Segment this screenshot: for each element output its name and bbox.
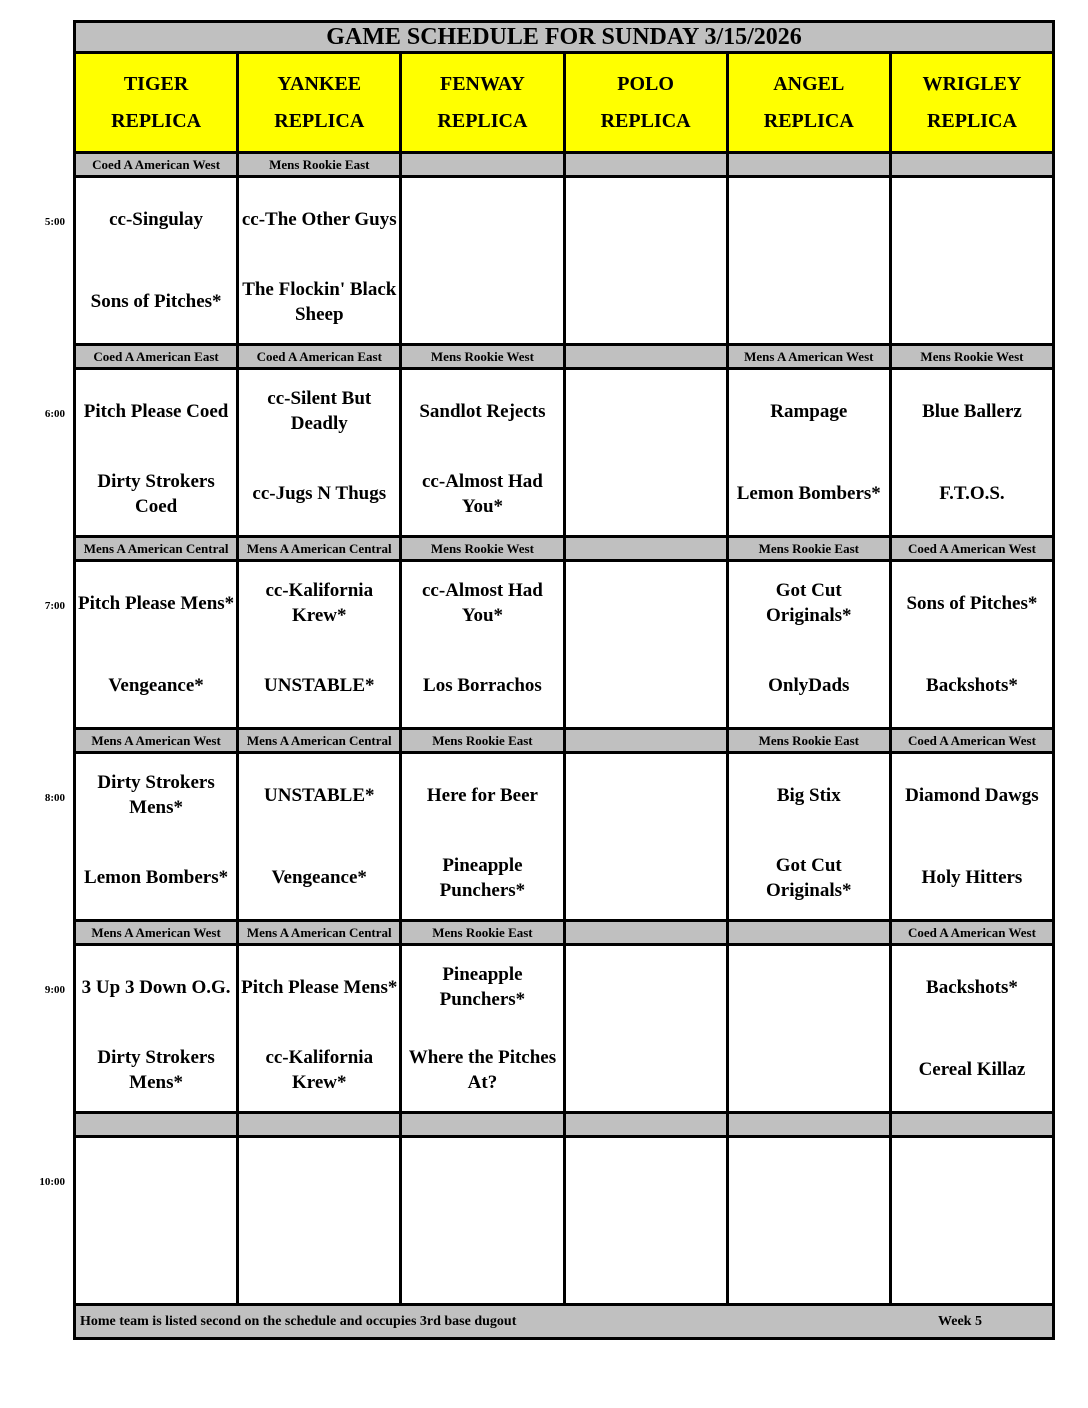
game-row [73, 946, 1055, 1114]
game-cell [76, 946, 239, 1111]
away-team: UNSTABLE* [264, 784, 375, 806]
time-slot-block [44, 538, 1055, 730]
division-row [73, 538, 1055, 562]
away-team [729, 178, 889, 261]
game-cell [892, 370, 1052, 535]
away-team: 3 Up 3 Down O.G. [81, 976, 231, 998]
division-label [566, 154, 729, 175]
division-label: Mens A American Central [239, 730, 402, 751]
game-row [73, 754, 1055, 922]
home-team [76, 1221, 236, 1304]
away-team: Pineapple Punchers* [439, 964, 526, 1011]
division-label [892, 1114, 1052, 1135]
away-team [892, 1138, 1052, 1221]
division-row [73, 154, 1055, 178]
home-team [566, 1221, 726, 1304]
home-team [729, 261, 889, 344]
home-team: UNSTABLE* [264, 675, 375, 697]
home-team: Backshots* [926, 675, 1018, 697]
game-row [73, 562, 1055, 730]
division-label [566, 346, 729, 367]
game-cell [239, 178, 402, 343]
division-label: Coed A American West [76, 154, 239, 175]
home-team: cc-Kalifornia Krew* [265, 1046, 374, 1093]
field-subtitle: REPLICA [274, 109, 365, 132]
schedule-title: GAME SCHEDULE FOR SUNDAY 3/15/2026 [73, 20, 1055, 54]
game-cell [402, 370, 565, 535]
division-label [729, 922, 892, 943]
away-team: Got Cut Originals* [766, 580, 852, 627]
away-team [76, 1138, 236, 1221]
division-label: Mens A American West [76, 922, 239, 943]
division-label: Mens Rookie East [729, 538, 892, 559]
game-cell [76, 1138, 239, 1303]
division-label: Mens A American Central [239, 538, 402, 559]
time-label: 9:00 [44, 984, 65, 996]
division-label [76, 1114, 239, 1135]
division-row [73, 730, 1055, 754]
home-team: Sons of Pitches* [90, 291, 222, 313]
game-cell [566, 1138, 729, 1303]
division-label: Mens Rookie West [920, 348, 1024, 364]
week-label: Week 5 [938, 1313, 982, 1329]
game-cell [729, 1138, 892, 1303]
home-team [566, 645, 726, 728]
home-team [566, 837, 726, 920]
game-cell [76, 178, 239, 343]
away-team: cc-Singulay [109, 208, 204, 230]
away-team [566, 1138, 726, 1221]
division-label: Mens A American Central [239, 922, 402, 943]
away-team [566, 946, 726, 1029]
home-team [566, 261, 726, 344]
home-team: Lemon Bombers* [84, 867, 229, 889]
away-team: Dirty Strokers Mens* [97, 772, 215, 819]
game-cell [729, 562, 892, 727]
game-cell [892, 1138, 1052, 1303]
home-team: cc-Almost Had You* [422, 470, 543, 517]
away-team: cc-The Other Guys [241, 208, 397, 230]
game-cell [402, 178, 565, 343]
game-cell [239, 562, 402, 727]
time-label: 6:00 [44, 408, 65, 420]
away-team: Pitch Please Mens* [78, 592, 235, 614]
division-label: Mens A American Central [76, 538, 239, 559]
time-slot-block [44, 730, 1055, 922]
away-team: Big Stix [776, 784, 841, 806]
division-label [402, 154, 565, 175]
game-cell [402, 562, 565, 727]
division-label: Coed A American West [907, 540, 1036, 556]
game-cell [566, 562, 729, 727]
time-label: 7:00 [44, 600, 65, 612]
away-team [402, 1138, 562, 1221]
away-team: Here for Beer [426, 784, 538, 806]
game-cell [729, 946, 892, 1111]
division-label [566, 1114, 729, 1135]
division-label: Mens Rookie West [402, 538, 565, 559]
home-team: Dirty Strokers Coed [97, 470, 215, 517]
division-label: Mens Rookie West [402, 346, 565, 367]
division-label: Coed A American East [239, 346, 402, 367]
home-team [566, 1029, 726, 1112]
away-team [239, 1138, 399, 1221]
field-name: TIGER [123, 72, 189, 95]
home-team: Los Borrachos [423, 675, 542, 697]
division-row [73, 346, 1055, 370]
home-team: Lemon Bombers* [736, 483, 881, 505]
home-team [402, 261, 562, 344]
away-team: Rampage [770, 400, 848, 422]
division-label [239, 1114, 402, 1135]
away-team [402, 178, 562, 261]
field-name: POLO [617, 72, 674, 95]
time-label: 8:00 [44, 792, 65, 804]
game-cell [729, 370, 892, 535]
division-label: Mens Rookie East [402, 730, 565, 751]
field-header-row [73, 54, 1055, 154]
away-team [566, 562, 726, 645]
away-team: Sandlot Rejects [419, 400, 546, 422]
game-cell [402, 754, 565, 919]
field-header-wrigley [892, 54, 1052, 151]
field-name: FENWAY [440, 72, 525, 95]
home-team: Holy Hitters [921, 867, 1023, 889]
game-cell [892, 754, 1052, 919]
field-name: YANKEE [277, 72, 362, 95]
division-label [566, 538, 729, 559]
home-team-note: Home team is listed second on the schedule and occupies 3rd base dugout [80, 1313, 517, 1329]
game-row [73, 370, 1055, 538]
game-cell [892, 562, 1052, 727]
division-label [729, 154, 892, 175]
game-cell [402, 1138, 565, 1303]
home-team [566, 453, 726, 536]
away-team: Blue Ballerz [922, 400, 1022, 422]
division-label: Coed A American West [907, 732, 1036, 748]
schedule-table [39, 20, 1055, 1340]
away-team [566, 370, 726, 453]
division-label: Mens Rookie East [239, 154, 402, 175]
time-slot-block [44, 922, 1055, 1114]
game-cell [566, 178, 729, 343]
game-cell [566, 946, 729, 1111]
division-label: Mens Rookie East [729, 730, 892, 751]
game-cell [239, 1138, 402, 1303]
game-row [73, 1138, 1055, 1306]
game-row [73, 178, 1055, 346]
home-team: F.T.O.S. [939, 483, 1005, 505]
home-team: Vengeance* [108, 675, 204, 697]
field-subtitle: REPLICA [763, 109, 854, 132]
division-label [729, 1114, 892, 1135]
away-team: Pitch Please Coed [83, 400, 229, 422]
field-header-fenway [402, 54, 565, 151]
field-header-angel [729, 54, 892, 151]
game-cell [76, 562, 239, 727]
away-team [729, 946, 889, 1029]
time-label: 5:00 [44, 216, 65, 228]
time-slots [39, 154, 1055, 1306]
field-subtitle: REPLICA [600, 109, 691, 132]
away-team [729, 1138, 889, 1221]
time-slot-block [44, 154, 1055, 346]
division-label: Coed A American East [76, 346, 239, 367]
away-team: Sons of Pitches* [906, 592, 1038, 614]
game-cell [239, 370, 402, 535]
game-cell [402, 946, 565, 1111]
home-team [239, 1221, 399, 1304]
away-team: Pitch Please Mens* [241, 976, 398, 998]
schedule-footer [73, 1306, 1055, 1340]
field-header-yankee [239, 54, 402, 151]
field-name: WRIGLEY [922, 72, 1022, 95]
game-cell [566, 754, 729, 919]
game-cell [729, 754, 892, 919]
home-team: OnlyDads [768, 675, 850, 697]
home-team [892, 1221, 1052, 1304]
home-team: Pineapple Punchers* [439, 854, 526, 901]
home-team [729, 1029, 889, 1112]
division-row [73, 1114, 1055, 1138]
home-team: Vengeance* [271, 867, 367, 889]
home-team [729, 1221, 889, 1304]
home-team: Got Cut Originals* [766, 854, 852, 901]
field-subtitle: REPLICA [926, 109, 1017, 132]
field-subtitle: REPLICA [437, 109, 528, 132]
division-label [892, 154, 1052, 175]
home-team: Cereal Killaz [918, 1059, 1026, 1081]
field-header-tiger [76, 54, 239, 151]
home-team: Where the Pitches At? [408, 1046, 557, 1093]
division-label [402, 1114, 565, 1135]
away-team: Backshots* [926, 976, 1018, 998]
field-subtitle: REPLICA [111, 109, 202, 132]
home-team: Dirty Strokers Mens* [97, 1046, 215, 1093]
away-team: cc-Almost Had You* [422, 580, 543, 627]
game-cell [892, 178, 1052, 343]
home-team: cc-Jugs N Thugs [252, 483, 387, 505]
division-label: Mens Rookie East [402, 922, 565, 943]
home-team: The Flockin' Black Sheep [242, 278, 397, 325]
division-label [566, 922, 729, 943]
game-cell [76, 370, 239, 535]
game-cell [76, 754, 239, 919]
field-name: ANGEL [773, 72, 845, 95]
away-team [566, 754, 726, 837]
home-team [402, 1221, 562, 1304]
division-row [73, 922, 1055, 946]
game-cell [892, 946, 1052, 1111]
away-team [566, 178, 726, 261]
time-slot-block [44, 346, 1055, 538]
game-cell [729, 178, 892, 343]
game-cell [239, 946, 402, 1111]
away-team: cc-Silent But Deadly [267, 388, 372, 435]
time-label: 10:00 [39, 1176, 65, 1188]
division-label: Mens A American West [76, 730, 239, 751]
division-label: Mens A American West [729, 346, 892, 367]
game-cell [566, 370, 729, 535]
away-team [892, 178, 1052, 261]
division-label: Coed A American West [907, 924, 1036, 940]
game-cell [239, 754, 402, 919]
time-slot-block [39, 1114, 1055, 1306]
home-team [892, 261, 1052, 344]
away-team: cc-Kalifornia Krew* [265, 580, 374, 627]
field-header-polo [566, 54, 729, 151]
away-team: Diamond Dawgs [905, 784, 1039, 806]
division-label [566, 730, 729, 751]
